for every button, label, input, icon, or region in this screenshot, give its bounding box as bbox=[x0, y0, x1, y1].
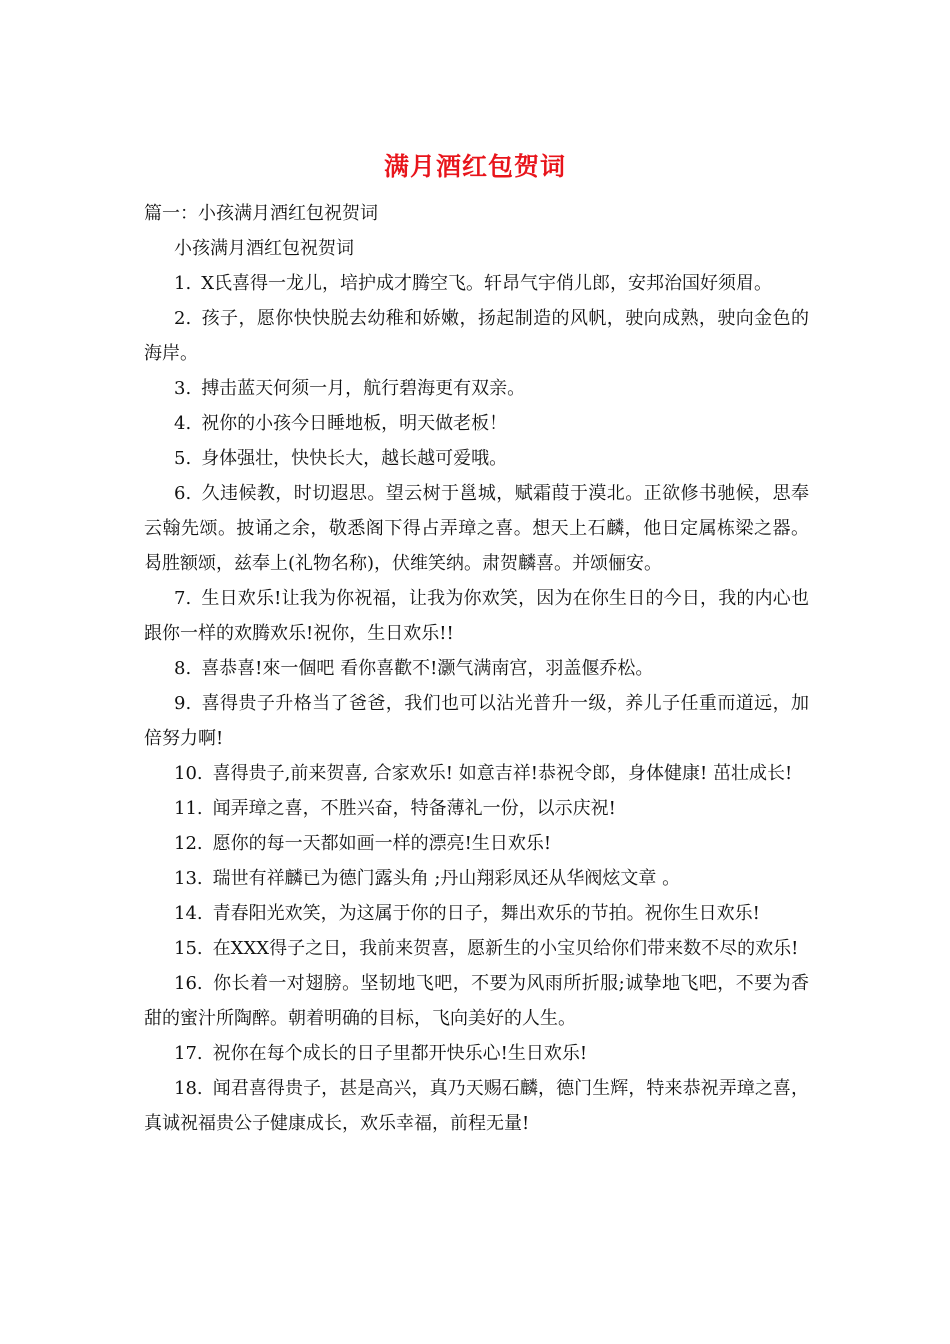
item-number: 8. bbox=[174, 658, 192, 679]
item-number: 13. bbox=[174, 868, 203, 889]
item-number: 12. bbox=[174, 833, 203, 854]
item-number: 7. bbox=[174, 588, 192, 609]
list-item bbox=[144, 476, 809, 581]
list-item bbox=[144, 931, 809, 966]
item-text: 身体强壮，快快长大，越长越可爱哦。 bbox=[201, 448, 508, 469]
list-item bbox=[144, 756, 809, 791]
item-number: 14. bbox=[174, 903, 203, 924]
item-text: 喜得贵子升格当了爸爸，我们也可以沾光普升一级，养儿子任重而道远，加倍努力啊! bbox=[144, 693, 809, 749]
list-item bbox=[144, 966, 809, 1036]
item-text: 喜恭喜!來一個吧 看你喜歡不!灏气满南宫，羽盖偃乔松。 bbox=[201, 658, 654, 679]
list-item bbox=[144, 896, 809, 931]
item-text: 你长着一对翅膀。坚韧地飞吧，不要为风雨所折服;诚挚地飞吧，不要为香甜的蜜汁所陶醉。朝着明确的目标，飞向美好的人生。 bbox=[144, 973, 809, 1029]
item-text: 搏击蓝天何须一月，航行碧海更有双亲。 bbox=[201, 378, 526, 399]
item-text: 在XXX得子之日，我前来贺喜，愿新生的小宝贝给你们带来数不尽的欢乐! bbox=[212, 938, 799, 959]
list-item bbox=[144, 826, 809, 861]
item-number: 9. bbox=[174, 693, 192, 714]
item-text: 孩子，愿你快快脱去幼稚和娇嫩，扬起制造的风帆，驶向成熟，驶向金色的海岸。 bbox=[144, 308, 809, 364]
list-item bbox=[144, 441, 809, 476]
list-item bbox=[144, 371, 809, 406]
item-number: 1. bbox=[174, 273, 192, 294]
section-heading: 篇一：小孩满月酒红包祝贺词 bbox=[144, 203, 378, 224]
item-text: 喜得贵子,前来贺喜, 合家欢乐! 如意吉祥!恭祝令郎，身体健康! 茁壮成长! bbox=[212, 763, 793, 784]
list-item bbox=[144, 1036, 809, 1071]
item-text: 生日欢乐!让我为你祝福，让我为你欢笑，因为在你生日的今日，我的内心也跟你一样的欢腾欢乐!祝你，生日欢乐!! bbox=[144, 588, 809, 644]
item-number: 18. bbox=[174, 1078, 203, 1099]
item-text: X氏喜得一龙儿，培护成才腾空飞。轩昂气宇俏儿郎，安邦治国好须眉。 bbox=[201, 273, 772, 294]
subheading: 小孩满月酒红包祝贺词 bbox=[174, 238, 354, 259]
item-number: 4. bbox=[174, 413, 192, 434]
item-number: 3. bbox=[174, 378, 192, 399]
item-number: 2. bbox=[174, 308, 192, 329]
list-item bbox=[144, 581, 809, 651]
item-number: 10. bbox=[174, 763, 203, 784]
list-item bbox=[144, 266, 809, 301]
item-text: 祝你的小孩今日睡地板，明天做老板！ bbox=[201, 413, 508, 434]
item-text: 祝你在每个成长的日子里都开快乐心!生日欢乐! bbox=[212, 1043, 588, 1064]
item-number: 11. bbox=[174, 798, 203, 819]
list-item bbox=[144, 1071, 809, 1141]
item-number: 6. bbox=[174, 483, 192, 504]
list-item bbox=[144, 301, 809, 371]
document-body bbox=[144, 196, 809, 1141]
item-number: 15. bbox=[174, 938, 203, 959]
item-text: 青春阳光欢笑，为这属于你的日子，舞出欢乐的节拍。祝你生日欢乐! bbox=[212, 903, 760, 924]
item-number: 5. bbox=[174, 448, 192, 469]
list-item bbox=[144, 686, 809, 756]
item-text: 愿你的每一天都如画一样的漂亮!生日欢乐! bbox=[212, 833, 552, 854]
list-item bbox=[144, 406, 809, 441]
item-number: 16. bbox=[174, 973, 203, 994]
list-item bbox=[144, 651, 809, 686]
item-text: 久违候教，时切遐思。望云树于邕城，赋霜葭于漠北。正欲修书驰候，思奉云翰先颂。披诵之余，敬悉阁下得占弄璋之喜。想天上石麟，他日定属栋梁之器。曷胜额颂，兹奉上(礼物名称)，伏维笑纳。肃贺麟喜。并颂俪安。 bbox=[144, 483, 809, 574]
item-text: 瑞世有祥麟已为德门露头角 ;丹山翔彩凤还从华阀炫文章 。 bbox=[212, 868, 681, 889]
list-item bbox=[144, 791, 809, 826]
list-item bbox=[144, 861, 809, 896]
item-number: 17. bbox=[174, 1043, 203, 1064]
item-text: 闻君喜得贵子，甚是高兴，真乃天赐石麟，德门生辉，特来恭祝弄璋之喜，真诚祝福贵公子健康成长，欢乐幸福，前程无量! bbox=[144, 1078, 809, 1134]
item-text: 闻弄璋之喜，不胜兴奋，特备薄礼一份，以示庆祝! bbox=[212, 798, 616, 819]
document-title: 满月酒红包贺词 bbox=[383, 152, 566, 181]
